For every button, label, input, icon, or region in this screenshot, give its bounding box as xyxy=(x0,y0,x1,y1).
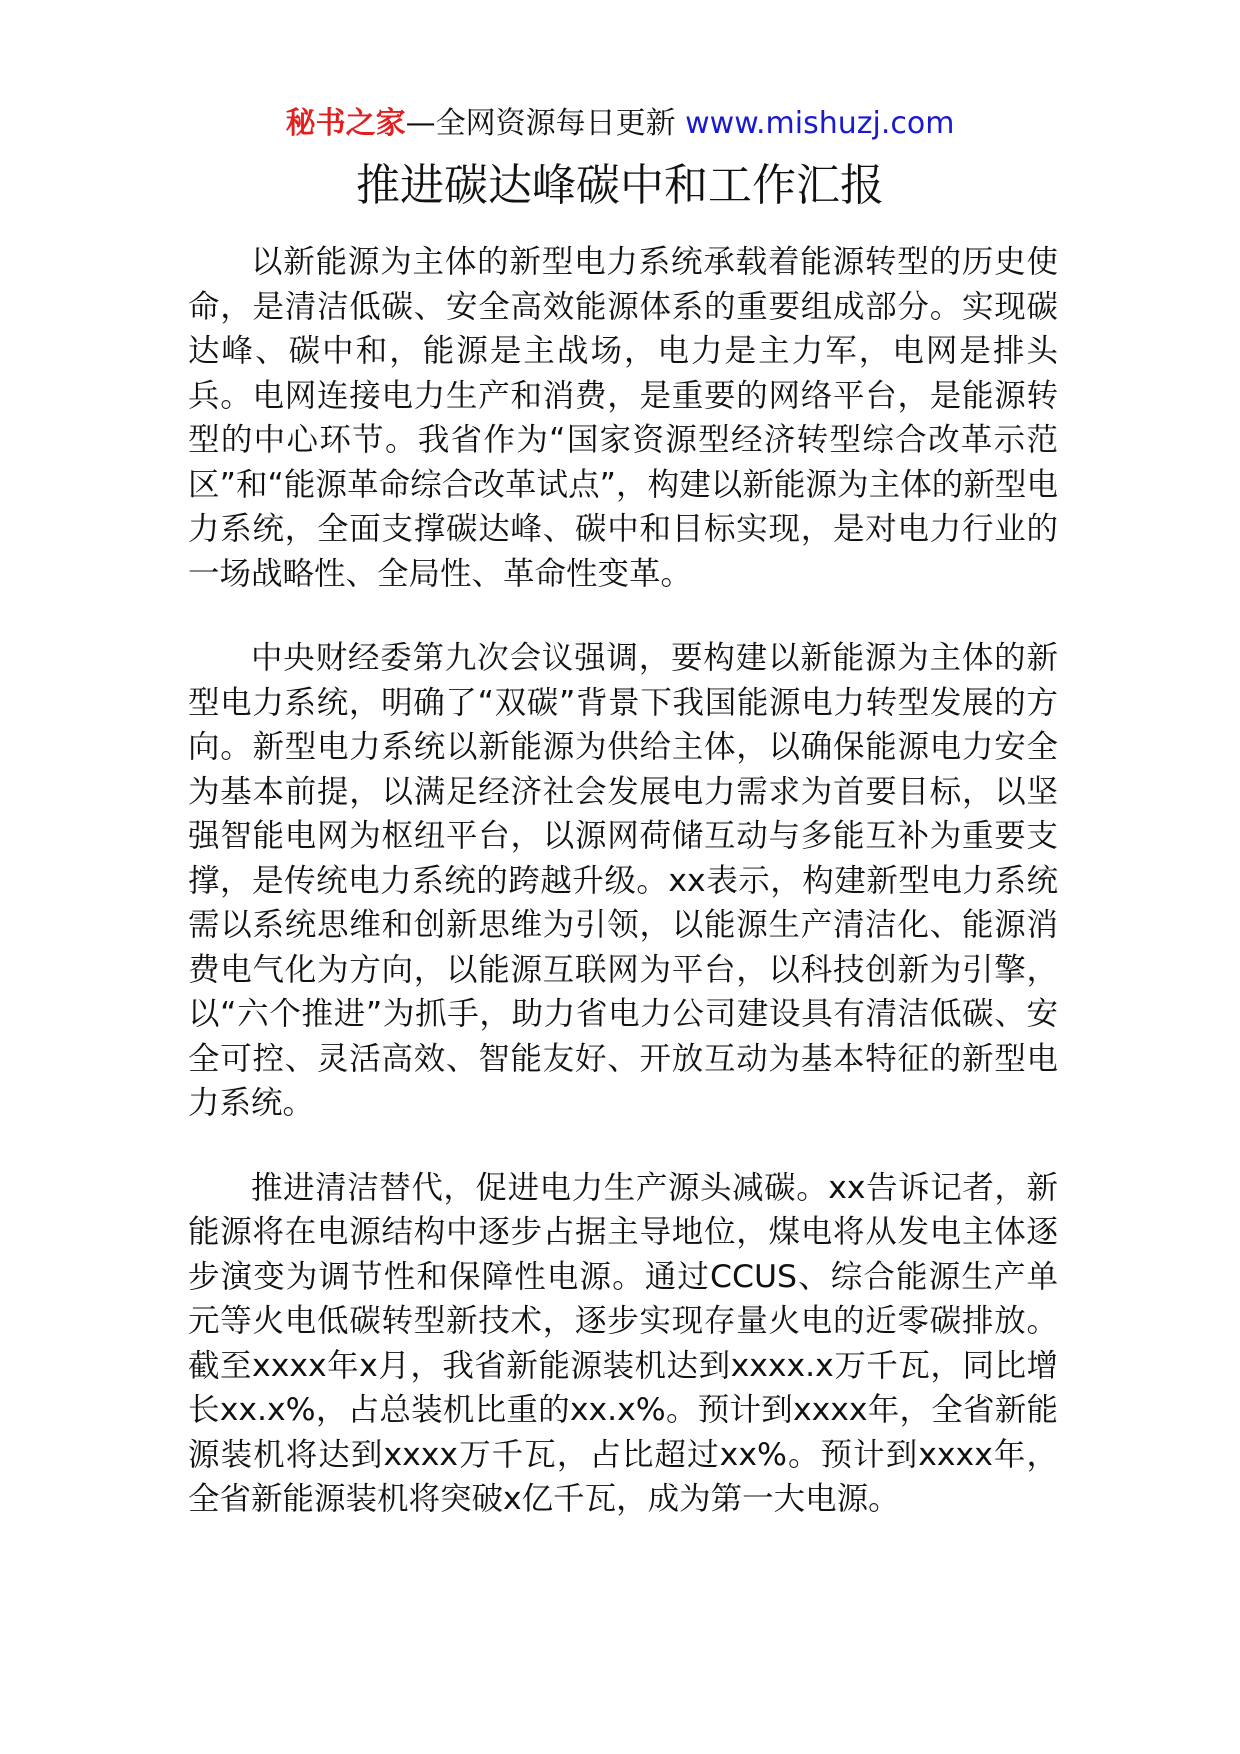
paragraph-2: 中央财经委第九次会议强调，要构建以新能源为主体的新型电力系统，明确了“双碳”背景下我国能源电力转型发展的方向。新型电力系统以新能源为供给主体，以确保能源电力安全为基本前提，以满足经济社会发展电力需求为首要目标，以坚强智能电网为枢纽平台，以源网荷储互动与多能互补为重要支撑，是传统电力系统的跨越升级。xx表示，构建新型电力系统需以系统思维和创新思维为引领，以能源生产清洁化、能源消费电气化为方向，以能源互联网为平台，以科技创新为引擎，以“六个推进”为抓手，助力省电力公司建设具有清洁低碳、安全可控、灵活高效、智能友好、开放互动为基本特征的新型电力系统。 xyxy=(188,640,1058,1121)
document-title: 推进碳达峰碳中和工作汇报 xyxy=(356,160,884,211)
document-body xyxy=(188,240,1058,1562)
site-brand: 秘书之家 xyxy=(285,106,406,141)
paragraph-1: 以新能源为主体的新型电力系统承载着能源转型的历史使命，是清洁低碳、安全高效能源体系的重要组成部分。实现碳达峰、碳中和，能源是主战场，电力是主力军，电网是排头兵。电网连接电力生产和消费，是重要的网络平台，是能源转型的中心环节。我省作为“国家资源型经济转型综合改革示范区”和“能源革命综合改革试点”，构建以新能源为主体的新型电力系统，全面支撑碳达峰、碳中和目标实现，是对电力行业的一场战略性、全局性、革命性变革。 xyxy=(188,244,1058,592)
paragraph-3: 推进清洁替代，促进电力生产源头减碳。xx告诉记者，新能源将在电源结构中逐步占据主导地位，煤电将从发电主体逐步演变为调节性和保障性电源。通过CCUS、综合能源生产单元等火电低碳转型新技术，逐步实现存量火电的近零碳排放。截至xxxx年x月，我省新能源装机达到xxxx.x万千瓦，同比增长xx.x%，占总装机比重的xx.x%。预计到xxxx年，全省新能源装机将达到xxxx万千瓦，占比超过xx%。预计到xxxx年，全省新能源装机将突破x亿千瓦，成为第一大电源。 xyxy=(188,1169,1058,1517)
site-tagline: —全网资源每日更新 xyxy=(405,106,686,141)
site-header xyxy=(0,104,1240,144)
site-url-link[interactable]: www.mishuzj.com xyxy=(685,106,955,141)
